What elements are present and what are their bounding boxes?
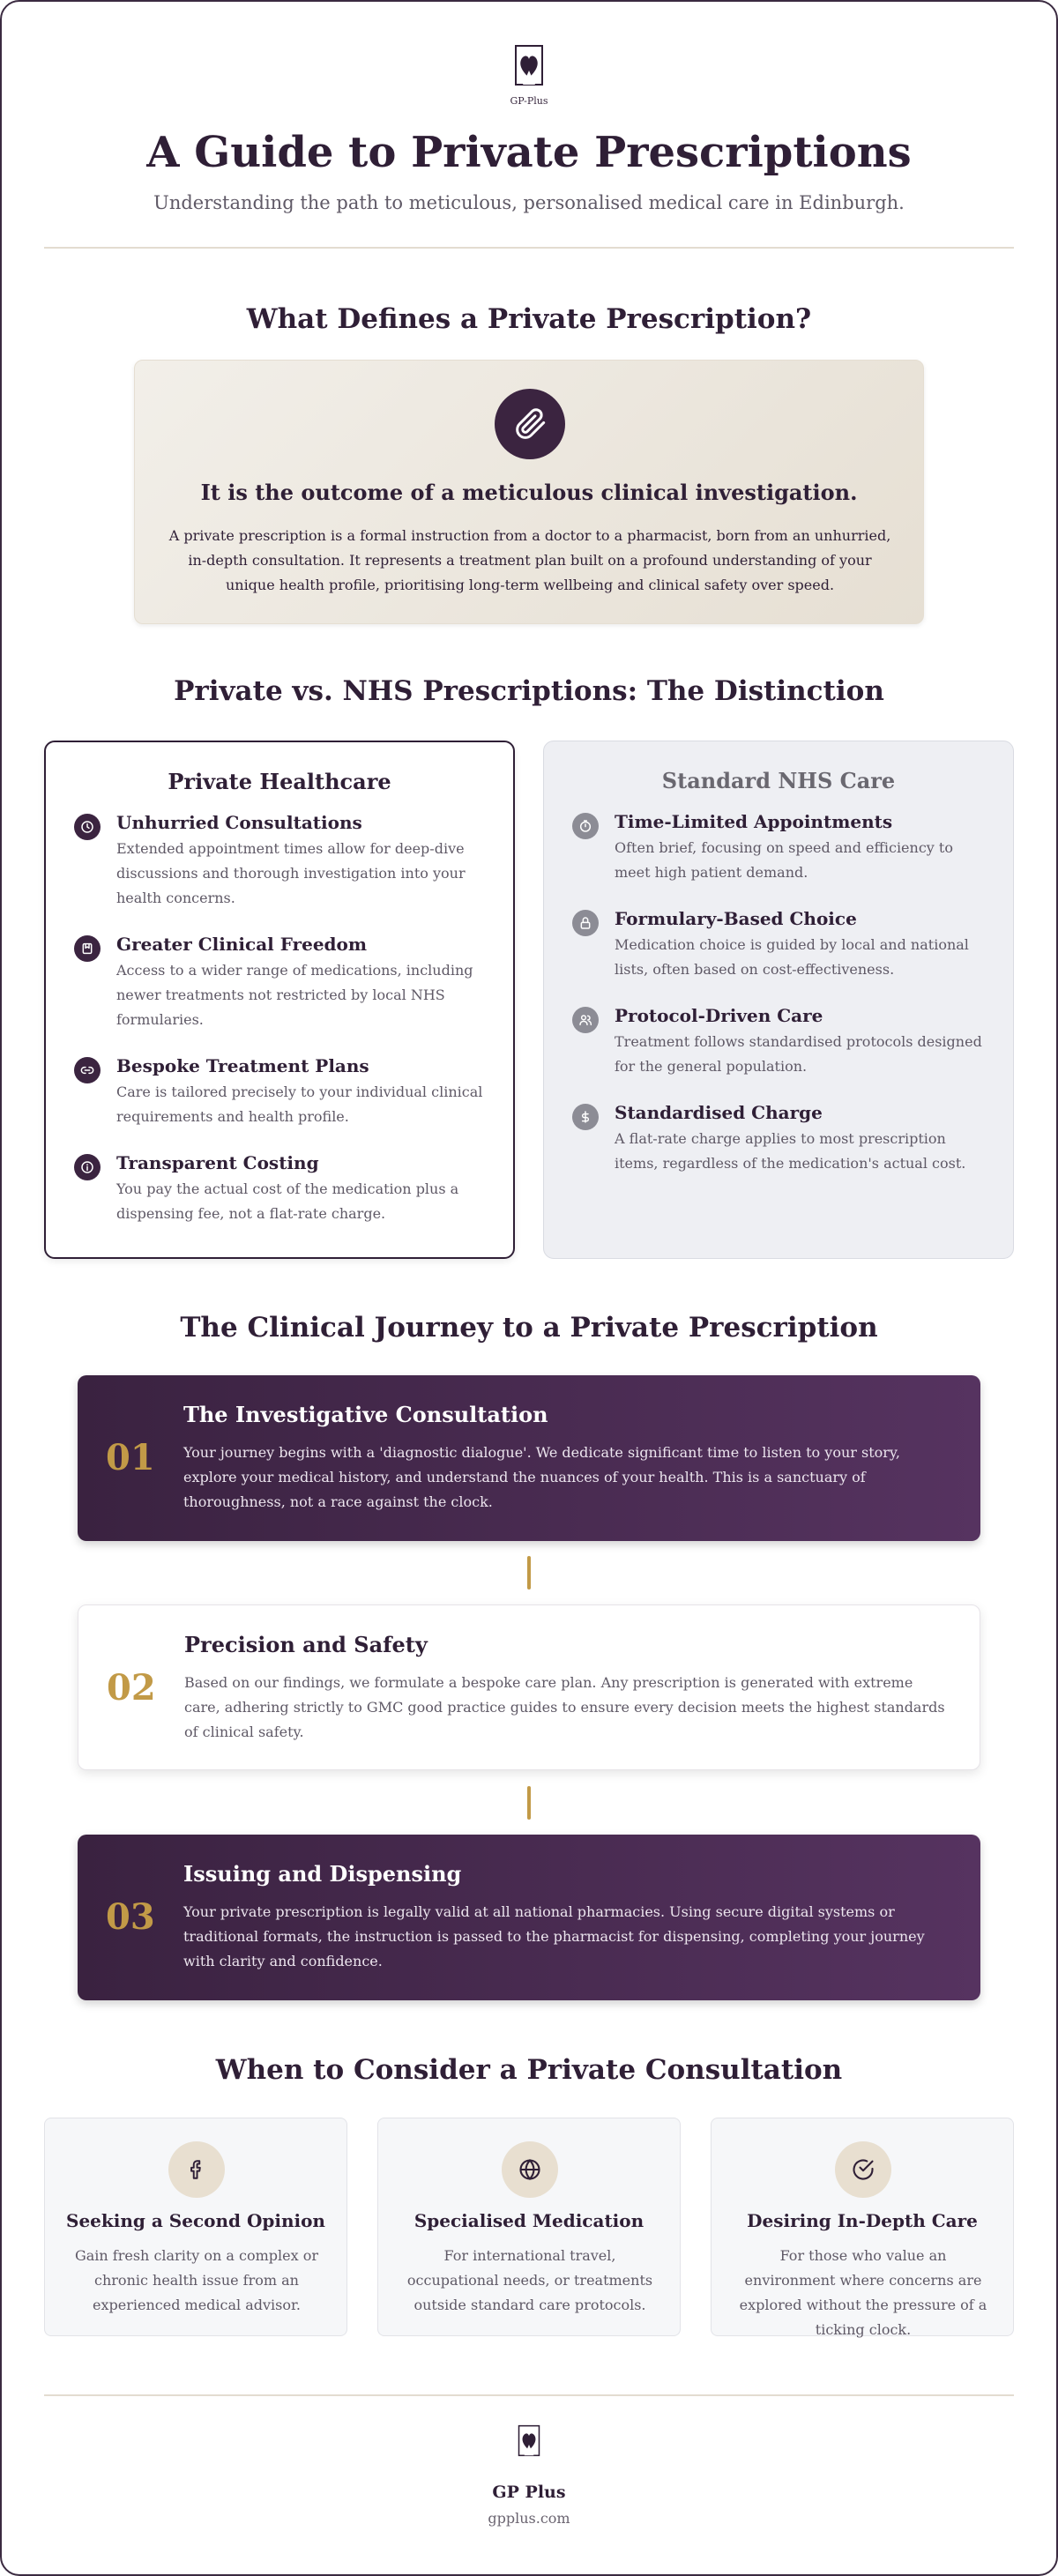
footer-logo <box>0 2424 1058 2463</box>
consider-card-heading: Seeking a Second Opinion <box>66 2210 325 2231</box>
users-icon <box>572 1007 599 1033</box>
page-title: A Guide to Private Prescriptions <box>146 128 912 177</box>
nhs-item-heading: Standardised Charge <box>615 1102 823 1123</box>
footer-divider <box>44 2394 1014 2396</box>
paperclip-icon <box>495 389 565 459</box>
timer-icon <box>572 813 599 839</box>
private-item-text: Extended appointment times allow for deep-dive discussions and thorough investigation into your health concerns. <box>116 840 466 906</box>
consider-card-heading: Specialised Medication <box>414 2210 644 2231</box>
consider-section-title: When to Consider a Private Consultation <box>215 2054 843 2086</box>
step-heading: Issuing and Dispensing <box>183 1861 462 1887</box>
consider-card-heading: Desiring In-Depth Care <box>747 2210 978 2231</box>
step-text: Your journey begins with a 'diagnostic dialogue'. We dedicate significant time to listen to your story, explore your medical history, and understand the nuances of your health. This is a sanctuary of thoroughness, not a race against the clock. <box>183 1444 900 1510</box>
private-card-title: Private Healthcare <box>168 769 391 794</box>
nhs-item <box>572 908 985 982</box>
step-number: 02 <box>107 1667 156 1709</box>
private-healthcare-card <box>44 741 515 1259</box>
nhs-item-heading: Formulary-Based Choice <box>615 908 857 929</box>
step-text: Your private prescription is legally valid at all national pharmacies. Using secure digital systems or traditional formats, the instruction is passed to the pharmacist for dispensing, completing your journey with clarity and confidence. <box>183 1903 925 1969</box>
header-logo <box>0 44 1058 107</box>
private-item-text: Access to a wider range of medications, including newer treatments not restricted by local NHS formularies. <box>116 962 473 1028</box>
journey-step-1 <box>78 1375 980 1541</box>
private-item-heading: Greater Clinical Freedom <box>116 934 368 955</box>
nhs-item-text: Treatment follows standardised protocols designed for the general population. <box>615 1033 982 1075</box>
step-number: 01 <box>106 1437 155 1478</box>
definition-heading: It is the outcome of a meticulous clinical investigation. <box>200 480 858 505</box>
consider-card-second-opinion <box>44 2118 347 2336</box>
step-heading: Precision and Safety <box>184 1632 428 1657</box>
step-heading: The Investigative Consultation <box>183 1402 548 1427</box>
dollar-icon <box>572 1104 599 1130</box>
comparison-section-title: Private vs. NHS Prescriptions: The Distinction <box>174 675 884 707</box>
step-text: Based on our findings, we formulate a bespoke care plan. Any prescription is generated with extreme care, adhering strictly to GMC good practice guides to ensure every decision meets the highest standards of clinical safety. <box>184 1674 945 1740</box>
consider-card-text: For those who value an environment where concerns are explored without the pressure of a ticking clock. <box>739 2247 987 2338</box>
nhs-item-text: Often brief, focusing on speed and efficiency to meet high patient demand. <box>615 839 953 881</box>
bookmark-icon <box>74 935 101 962</box>
private-item-text: Care is tailored precisely to your individual clinical requirements and health profile. <box>116 1083 483 1125</box>
clock-icon <box>74 814 101 840</box>
nhs-item-heading: Time-Limited Appointments <box>615 811 893 832</box>
gp-plus-logo-icon <box>514 44 544 90</box>
nhs-item-heading: Protocol-Driven Care <box>615 1005 823 1026</box>
facebook-icon <box>168 2141 225 2198</box>
footer-url[interactable]: gpplus.com <box>488 2510 570 2527</box>
journey-section-title: The Clinical Journey to a Private Prescription <box>180 1312 878 1344</box>
gp-plus-logo-icon <box>518 2424 540 2460</box>
step-connector <box>527 1556 531 1590</box>
journey-step-3 <box>78 1835 980 2000</box>
definition-card <box>134 360 924 624</box>
private-item <box>74 1152 485 1226</box>
consider-card-text: Gain fresh clarity on a complex or chronic health issue from an experienced medical advisor. <box>74 2247 319 2313</box>
consider-card-specialised-medication <box>377 2118 681 2336</box>
link-icon <box>74 1057 101 1083</box>
journey-step-2 <box>78 1604 980 1770</box>
private-item-text: You pay the actual cost of the medication plus a dispensing fee, not a flat-rate charge. <box>116 1180 459 1222</box>
private-item-heading: Bespoke Treatment Plans <box>116 1055 369 1076</box>
lock-icon <box>572 910 599 936</box>
page-subtitle: Understanding the path to meticulous, personalised medical care in Edinburgh. <box>153 192 905 213</box>
nhs-item-text: A flat-rate charge applies to most prescription items, regardless of the medication's actual cost. <box>615 1130 966 1172</box>
private-item-heading: Unhurried Consultations <box>116 812 362 833</box>
consider-card-text: For international travel, occupational needs, or treatments outside standard care protocols. <box>406 2247 653 2313</box>
definition-text: A private prescription is a formal instruction from a doctor to a pharmacist, born from an unhurried, in-depth consultation. It represents a treatment plan built on a profound understanding of your unique health profile, prioritising long-term wellbeing and clinical safety over speed. <box>168 527 891 593</box>
nhs-item <box>572 1102 985 1176</box>
footer-brand-name: GP Plus <box>492 2483 566 2502</box>
private-item <box>74 1055 485 1129</box>
private-item-heading: Transparent Costing <box>116 1152 319 1173</box>
globe-icon <box>502 2141 558 2198</box>
step-connector <box>527 1786 531 1820</box>
nhs-care-card <box>543 741 1014 1259</box>
private-item <box>74 812 485 911</box>
definition-section-title: What Defines a Private Prescription? <box>246 303 812 335</box>
check-circle-icon <box>835 2141 891 2198</box>
consider-card-in-depth-care <box>711 2118 1014 2336</box>
logo-text: GP-Plus <box>510 95 548 107</box>
nhs-card-title: Standard NHS Care <box>661 768 896 793</box>
nhs-item <box>572 1005 985 1079</box>
nhs-item-text: Medication choice is guided by local and national lists, often based on cost-effectiveness. <box>615 936 969 978</box>
step-number: 03 <box>106 1896 155 1938</box>
header-divider <box>44 247 1014 249</box>
private-item <box>74 934 485 1032</box>
nhs-item <box>572 811 985 885</box>
info-icon <box>74 1154 101 1180</box>
